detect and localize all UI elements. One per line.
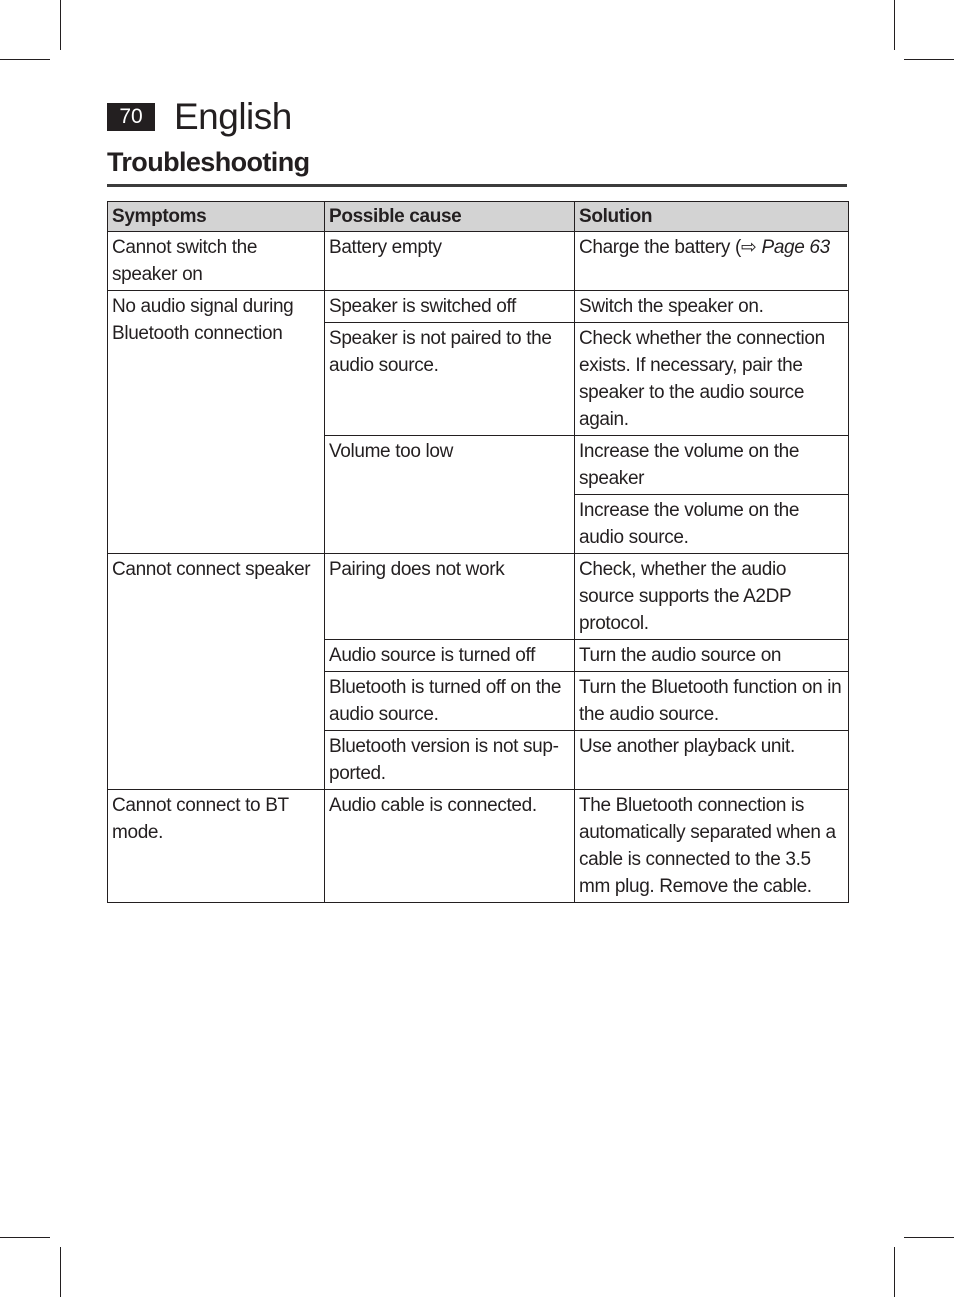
symptom-cell: Cannot switch the speaker on [108, 232, 325, 291]
header-possible-cause: Possible cause [325, 202, 575, 232]
table-row [108, 232, 849, 291]
solution-cell: Turn the Bluetooth function on in the audio source. [575, 672, 849, 731]
symptom-cell: No audio signal during Bluetooth connection [108, 291, 325, 554]
crop-mark [894, 0, 895, 50]
symptom-cell: Cannot connect speaker [108, 554, 325, 790]
header-symptoms: Symptoms [108, 202, 325, 232]
crop-mark [904, 59, 954, 60]
cause-cell: Audio source is turned off [325, 640, 575, 672]
solution-text: Charge the battery ( [579, 237, 741, 258]
troubleshooting-table [107, 201, 849, 903]
language-title: English [174, 96, 292, 137]
solution-cell: The Bluetooth connection is automatically separated when a cable is connected to the 3.5 mm plug. Remove the cable. [575, 790, 849, 903]
table-row [108, 291, 849, 323]
section-title: Troubleshooting [107, 147, 310, 177]
section-divider [107, 184, 847, 187]
table-row [108, 554, 849, 640]
crop-mark [0, 1237, 50, 1238]
cause-cell: Audio cable is connected. [325, 790, 575, 903]
header-solution: Solution [575, 202, 849, 232]
solution-cell: Increase the volume on the audio source. [575, 495, 849, 554]
crop-mark [904, 1237, 954, 1238]
solution-cell [575, 232, 849, 291]
solution-cell: Check whether the connection exists. If necessary, pair the speaker to the audio source again. [575, 323, 849, 436]
solution-cell: Use another playback unit. [575, 731, 849, 790]
cause-cell: Volume too low [325, 436, 575, 554]
cause-cell: Speaker is not paired to the audio source. [325, 323, 575, 436]
cause-cell: Pairing does not work [325, 554, 575, 640]
solution-cell: Switch the speaker on. [575, 291, 849, 323]
solution-cell: Check, whether the audio source supports the A2DP protocol. [575, 554, 849, 640]
crop-mark [60, 0, 61, 50]
crop-mark [894, 1247, 895, 1297]
cause-cell: Speaker is switched off [325, 291, 575, 323]
cause-cell: Bluetooth version is not sup-ported. [325, 731, 575, 790]
solution-cell: Increase the volume on the speaker [575, 436, 849, 495]
arrow-right-icon: ⇨ [740, 237, 757, 258]
page-number: 70 [107, 103, 155, 131]
cause-cell: Bluetooth is turned off on the audio source. [325, 672, 575, 731]
page-reference: Page 63 [756, 237, 830, 258]
cause-cell: Battery empty [325, 232, 575, 291]
table-row [108, 790, 849, 903]
symptom-cell: Cannot connect to BT mode. [108, 790, 325, 903]
table-header-row [108, 202, 849, 232]
crop-mark [0, 59, 50, 60]
solution-cell: Turn the audio source on [575, 640, 849, 672]
crop-mark [60, 1247, 61, 1297]
